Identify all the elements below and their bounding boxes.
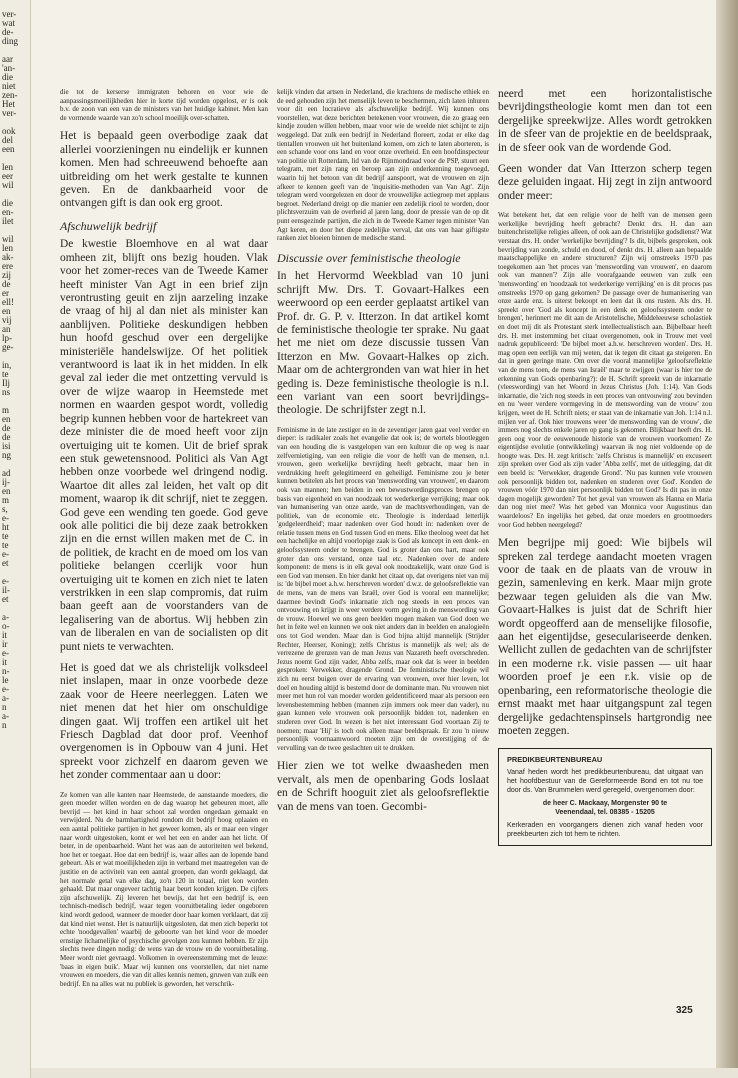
- quote-paragraph: Ze komen van alle kanten naar Heemstede, de aanstaande moeders, die geen moeder willen worden en de dag waarop het gebeuren moet, alle bevrijd — het kind in haar schoot zal worden ongedaan gemaakt en verwijderd. Nu de barmhartigheid rondom dit bedrijf hoog oplaaien en een aantal politieke partijen in het geweer komen, als er maar een vinger naar wordt uitgestoken, komt er wel het een en ander aan het licht. Of beter, in de openbaarheid. Want het was aan de autoriteiten wel bekend, hoe het er toegaat. Hoe dat een bedrijf is, waar alles aan de lopende band gebeurt. Als er wat moeilijkheden zijn in verband met maatregelen van de justitie en de activiteit van een aantal groepen, dan wordt geklaagd, dat het normale getal van elke dag, zo'n 120 in totaal, niet kon worden gehaald. Dat maar ongeveer tachtig haar beurt konden krijgen. De cijfers zijn afschuwelijk. Zij leveren het bewijs, dat het een bedrijf is, een technisch-medisch bedrijf, waar tegen vooruitbetaling ieder ongeboren kind wordt gedood, wanneer de moeder door haar komen verklaart, dat zij dat kind niet wenst. Het is natuurlijk uitgesloten, dat men zich beperkt tot echte 'noodgevallen' waarbij de geboorte van het kind voor de moeder ernstige lichamelijke of psychische gevolgen zou kunnen hebben. Er zijn slechts twee dingen nodig: de wens van de vrouw en de vooruitbetaling. Meer wordt niet gevraagd. Volkomen in overeenstemming met de leuze: 'baas in eigen buik'. Maar wij kunnen ons voorstellen, dat niet name vrouwen en moeders, die van dit alles kennis nemen, gruwen van zulk een bedrijf. En na alles wat nu publiek is geworden, het verschrik-: [60, 790, 268, 988]
- paragraph: In het Hervormd Weekblad van 10 juni schrijft Mw. Drs. T. Govaart-Halkes een weerwoord op een eerder geplaatst artikel van Prof. dr. G. P. v. Itterzon. In dat artikel komt de feministische theologie ter sprake. Nu gaat het me niet om deze discussie tussen Van Itterzon en Mw. Govaart-Halkes op zich. Maar om de achtergronden van wat hier in het geding is. Deze feministische theologie is n.l. een variant van een soort bevrijdings-theologie. De schrijfster zegt n.l.: [277, 270, 489, 417]
- edge-text-fragment: zij: [2, 270, 11, 280]
- edge-text-fragment: et: [2, 594, 9, 604]
- edge-text-fragment: en: [2, 414, 11, 424]
- edge-text-fragment: er: [2, 288, 9, 298]
- edge-text-fragment: die: [2, 72, 13, 82]
- announcement-box: [498, 748, 712, 846]
- quote-paragraph: Feminisme in de late zestiger en in de zeventiger jaren gaat veel verder en dieper: is radikaler zoals het evangelie dat ook is; de wortels blootleggen van een houding die is vastgelopen van een kultuur die op weg is naar zelfvernietiging, van een religie die voor de helft van de mensen, n.l. vrouwen, geen werkelijke bevrijding heeft gebracht, maar hen in verdrukking heeft gelegitimeerd en geheiligd. Feminisme zou je beter kunnen betitelen als het proces van 'menswording van vrouwen', en daarom ook van mannen; hen beiden in een bewustwordingsproces brengen op basis van eigenheid en van noodzaak tot wederkerige verrijking; maar ook van humanisering van onze aarde, van de machtsverhoudingen, van de politiek, van de economie etc. Theologie is inderdaad letterlijk 'godgeleerdheid'; maar nadenken over God houdt in: nadenken over de relatie tussen mens en God tussen God en mens. Elke theoloog weet dat het een hachelijke en altijd voorlopige zaak is God als koncept in een denk- en geloofssysteem onder te brengen. God is groter dan ons hart, maar ook groter dan ons verstand, onze taal etc. Nadenken over de andere komponent: de mens is in elk geval ook noodzakelijk, want onze God is een God van mensen. En hier dankt het citaat op, dat overigens niet van mij is: 'de bijbel moet a.h.w. herschreven worden' d.w.z. de geloofsreflektie van de mens, van de mens van Israël, over God is vooral een mannelijke; daarmee bevindt God's inkarnatie zich nog steeds in een proces van ontvouwing en krijgt in weer verdere vorm geving in de menswording van de vrouw. Hoewel we ons geen beelden mogen maken van God doen we het in feite wel en kunnen we ook niet anders dan in beelden en analogieën ons tot God wenden. Maar dan is God bijna altijd mannelijk (Strijder Rechter, Heerser, Koning); zelfs Christus is mannelijk als wel; als de verrezene de grenzen van de man Jezus van Nazareth heeft overschreden. Jezus noemt God zijn vader, Abba zelfs, maar ook dat is weer in beelden gesproken: Verwekker, dragende Grond. De feministische theologie wil zich nu eerst buigen over de ervaring van vrouwen, over hier leven, lot doel en houding altijd is bestemd door de dominante man. Nu vrouwen niet meer met hun rol van moeder worden geïdentificeerd maar als persoon een levensbestemming hebben (mannen zijn immers ook meer dan vader), nu gaan kunnen vele vrouwen ook persoonlijk bidden tot, nadenken en studeren over God. In wezen is het niet interessant God voortaan Zij te noemen; maar 'Hij' is toch ook alleen maar beeldspraak. Er zou 'n nieuw persoonlijk voornaamwoord moeten zijn om de overstijging of de vervulling van de twee geslachten uit te drukken.: [277, 425, 489, 752]
- edge-text-fragment: le: [2, 675, 9, 685]
- paragraph: die tot de kerserse immigraten behoren en voor wie de aanpassingsmoeilijkheden hier in korte tijd worden opgelost, er is ook b.v. de zoon van een van de ministers van het huidige kabinet. Men kan de vormende waarde van zo'n school moeilijk over-schatten.: [60, 88, 268, 122]
- edge-text-fragment: m: [2, 405, 10, 415]
- edge-text-fragment: wil: [2, 180, 14, 190]
- edge-text-fragment: te: [2, 540, 9, 550]
- edge-text-fragment: a-: [2, 612, 9, 622]
- edge-text-fragment: ns: [2, 387, 11, 397]
- edge-text-fragment: niet: [2, 81, 16, 91]
- edge-text-fragment: wil: [2, 234, 14, 244]
- edge-text-fragment: o-: [2, 621, 10, 631]
- edge-text-fragment: len: [2, 243, 13, 253]
- edge-text-fragment: aar: [2, 54, 13, 64]
- edge-text-fragment: de: [2, 423, 11, 433]
- edge-text-fragment: eer: [2, 171, 13, 181]
- edge-text-fragment: e-: [2, 576, 9, 586]
- edge-text-fragment: ell!: [2, 297, 14, 307]
- edge-text-fragment: ir: [2, 639, 8, 649]
- edge-text-fragment: ak-: [2, 252, 14, 262]
- paragraph: Geen wonder dat Van Itterzon scherp tegen deze geluiden ingaat. Hij zegt in zijn antwoord onder meer:: [498, 163, 712, 202]
- previous-page-edge: [0, 0, 31, 1078]
- edge-text-fragment: de-: [2, 27, 14, 37]
- edge-text-fragment: ht: [2, 522, 10, 532]
- edge-text-fragment: e-: [2, 513, 9, 523]
- paragraph: Men begrijpe mij goed: Wie bijbels wil spreken zal terdege aandacht moeten vragen voor de taak en de plaats van de vrouw in gezin, samenleving en kerk. Maar mijn grote bezwaar tegen geluiden als die van Mw. Govaart-Halkes is juist dat de Schrift hier wordt opgeofferd aan de menselijke filosofie, aan het eigentijdse, geseculariseerde denken. Wellicht zullen de gedachten van de schrijfster in een moderne r.k. visie passen — uit haar woorden proef je een r.k. visie op de openbaring, een reformatorische theologie die ernst maakt met haar uitgangspunt zal tegen dergelijke gedachtenspinsels hartgrondig nee moeten zeggen.: [498, 537, 712, 737]
- edge-text-fragment: len: [2, 162, 13, 172]
- paragraph: Het is goed dat we als christelijk volksdeel niet inslapen, maar in onze voorbede deze zaak voor de Heere neerleggen. Laten we niet menen dat het hier om onschuldige dingen gaat. Wij troffen een artikel uit het Friesch Dagblad dat door prof. Veenhof overgenomen is in Opbouw van 4 juni. Het spreekt voor zichzelf en daarom geven we het zonder commentaar aan u door:: [60, 662, 268, 782]
- edge-text-fragment: n-: [2, 666, 10, 676]
- edge-text-fragment: s,: [2, 504, 8, 514]
- section-heading: Afschuwelijk bedrijf: [60, 218, 157, 233]
- announcement-address: [507, 799, 703, 817]
- edge-text-fragment: e-: [2, 648, 9, 658]
- column-3: [498, 88, 712, 846]
- address-line: Veenendaal, tel. 08385 - 15205: [555, 809, 655, 817]
- edge-text-fragment: ad: [2, 468, 11, 478]
- edge-text-fragment: de: [2, 432, 11, 442]
- edge-text-fragment: del: [2, 135, 13, 145]
- quote-paragraph: Wat betekent het, dat een religie voor de helft van de mensen geen werkelijke bevrijding heeft gebracht? Denkt drs. H. dan aan buitenchristelijke religies alleen, of ook aan de Christelijke godsdienst? Wat verstaat drs. H. onder 'werkelijke bevrijding'? Is dit, bijbels gesproken, ook bevrijding van zonde, schuld en dood, of denkt drs. H. alleen aan bepaalde maatschappelijke en andere structuren? Zijn wij omstreeks 1970 pas toegekomen aan 'het proces van 'menswording van vrouwen', en daarom ook van mannen'? Zijn alle voorafgaande eeuwen van zulk een 'menswording' en 'noodzaak tot wederkerige verrijking' en is dit proces pas omstreeks 1970 op gang gekomen? De passage over de humanisering van onze aarde enz. is uiterst bekoopt en leen dat ik ons rusten. Als drs. H. spreekt over 'God als koncept in een denk en geloofssysteem onder te brengen', herinnert me dit aan de Aristotelische, Middeleeuwse scholastiek en doet mij dit als Protestant sterk intellectualistisch aan. Bijbelbaar heeft drs. H. met instemming het citaat overgenomen, ook in Trouw met veel nadruk gepubliceerd: 'De bijbel moet a.h.w. herschreven worden'. Drs. H. mag open een eerlijk van mij weten, dat ik tegen dit citaat ga steigeren. En dat in geen geringe mate. Om over die vooral mannelijke 'geloofsreflektie van de mens toen, de mens van Israël' maar te zwijgen (waar is hier toe de erkenning van Gods openbaring?): de H. Schrift spreekt van de inkarnatie (vleeswording) van het Woord in Jezus Christus (Joh. 1:14). Van Gods inkarnatie, die 'zich nog steeds in een proces van ontvouwing' zou bevinden en nu 'weer verdere vormgeving in de menswording van de vrouw' zou krijgen, weet de H. Schrift niets; er staat van de inkarnatie van Joh. 1:14 n.l. mijlen ver af. Ook hier trouwens weer 'de menswording van de vrouw', die immers nog slechts enkele jaren op gang is gekomen. Blijkbaar heeft drs. H. geen oog voor de eeuwenoude historie van de vrouwen voorkomen! Ze eigentijdse evolutie (ontwikkeling) waarvan ik nog niet voldoende op de hoogte was. Drs. H. zegt kritisch: 'zelfs Christus is mannelijk' en excuseert zijn spreken over God als zijn vader 'Abba zelfs', met de uitlegging, dat dit een beeld is: 'Verwekker, dragende Grond'. 'Nu pas kunnen vele vrouwen ook persoonlijk bidden tot, nadenken en studeren over God'. Konden de vrouwen vóór 1970 dan niet persoonlijk bidden tot God? Is dit pas in onze dagen mogelijk geworden? Tot het geval van vrouwen als Hanna en Maria dan nog niet mee? Was het gebed van Monnica voor Augustinus dan waardeloos? En ingelijks het gebed, dat onze moeders en grootmoeders voor God hebben neergelegd?: [498, 211, 712, 529]
- edge-text-fragment: Ilj: [2, 378, 10, 388]
- edge-text-fragment: ver-: [2, 9, 17, 19]
- edge-text-fragment: te: [2, 531, 9, 541]
- column-2: [277, 88, 489, 822]
- edge-text-fragment: te: [2, 369, 9, 379]
- edge-text-fragment: isi: [2, 441, 11, 451]
- edge-text-fragment: die: [2, 198, 13, 208]
- edge-text-fragment: e-: [2, 549, 9, 559]
- book-binding: [716, 0, 738, 1068]
- paragraph: Het is bepaald geen overbodige zaak dat allerlei voorzieningen nu eindelijk er kunnen komen. Men had schreeuwend behoefte aan uitbreiding om het werk gestalte te kunnen geven. En de dankbaarheid voor de ontvangen gift is dan ook erg groot.: [60, 130, 268, 210]
- edge-text-fragment: ilet: [2, 216, 14, 226]
- quote-paragraph: kelijk vinden dat artsen in Nederland, die krachtens de medische ethiek en de eed gehouden zijn het menselijk leven te beschermen, zich laten inhuren voor dit een lucratieve als afschuwelijke bedrijf. Wij kunnen ons voorstellen, wat deze berichten betekenen voor vrouwen, die zo graag een kindje zouden willen hebben, maar voor wie de weelde niet schijnt te zijn weggelegd. Dat zulk een bedrijf in Nederland floreert, zodat er elke dag tientallen vrouwen uit het buitenland komen, om zich te laten aborteren, is een schande voor ons land en voor onze overheid. En een hoofdinspecteur van politie uit Rotterdam, lid van de Rijnmondraad voor de PSP, stuurt een telegram, met zijn rang en beroep aan zijn onderkenning toegevoegd, waarin hij het betoon van dit bedrijf aanspoort, wat de vrouwen en zijn afkeer te kennen geeft van de 'inquisitie-methoden van Van Agt'. Zijn telegram werd voorgelezen en door de vrouwelijke actiegroep met applaus begroet. Nederland dreigt op die manier een zedelijk riool te worden, door plichtsverzuim van de overheid al jaren lang, door de pressie van de op dit punt eensgezinde partijen, die zich in de Tweede Kamer tegen minister Van Agt keren, en door het diepe zedelijke verval, dat ons van haar giftigste ranken ziet bloeien binnen de medische stand.: [277, 88, 489, 243]
- edge-text-fragment: il-: [2, 585, 10, 595]
- announcement-text: Vanaf heden wordt het predikbeurtenbureau, dat uitgaat van het hoofdbestuur van de Gereformeerde Bond en tot nu toe door ds. Van Brummelen werd geregeld, overgenomen door:: [507, 769, 703, 795]
- edge-text-fragment: ng: [2, 450, 11, 460]
- edge-text-fragment: a-: [2, 711, 9, 721]
- edge-text-fragment: ook: [2, 126, 16, 136]
- edge-text-fragment: wat: [2, 18, 15, 28]
- edge-text-fragment: en: [2, 306, 11, 316]
- page-number: 325: [676, 1005, 693, 1016]
- edge-text-fragment: ere: [2, 261, 13, 271]
- paragraph: neerd met een horizontalistische bevrijdingstheologie komt men dan tot een dergelijke spreekwijze. Alles wordt getrokken in de sfeer van de projektie en de beeldspraak, in de sfeer ook van de wordende God.: [498, 88, 712, 154]
- edge-text-fragment: zen-: [2, 90, 18, 100]
- edge-text-fragment: 'an-: [2, 63, 16, 73]
- announcement-text: Kerkeraden en voorgangers dienen zich vanaf heden voor preekbeurten zich tot hem te richten.: [507, 822, 703, 839]
- edge-text-fragment: it: [2, 657, 8, 667]
- edge-text-fragment: it: [2, 630, 8, 640]
- edge-text-fragment: ge-: [2, 342, 14, 352]
- edge-text-fragment: ding: [2, 36, 19, 46]
- edge-text-fragment: a-: [2, 693, 9, 703]
- edge-text-fragment: in,: [2, 360, 12, 370]
- section-heading: Discussie over feministische theologie: [277, 250, 461, 265]
- announcement-title: PREDIKBEURTENBUREAU: [507, 755, 603, 765]
- edge-text-fragment: Het: [2, 99, 15, 109]
- edge-text-fragment: m: [2, 495, 10, 505]
- edge-text-fragment: e-: [2, 684, 9, 694]
- edge-text-fragment: en-: [2, 207, 14, 217]
- edge-text-fragment: en: [2, 486, 11, 496]
- address-line: de heer C. Mackaay, Morgenster 90 te: [542, 800, 668, 808]
- paragraph: De kwestie Bloemhove en al wat daar omheen zit, blijft ons bezig houden. Vlak voor het zomer-reces van de Tweede Kamer heeft minister Van Agt in een brief zijn verontrusting geuit en zijn aarzeling inzake de vraag of hij al dan niet als minister kan aanblijven. Politieke deskundigen hebben hun hoofd geschud over een dergelijke ministeriële handelswijze. Of het politiek verantwoord is laat ik in het midden. In elk geval zal ieder die met ontzetting vervuld is over de wijze waarop in Heemstede met normen en waarden gespot wordt, volledig begrip kunnen hebben voor de hartekreet van deze minister die de moed heeft voor zijn overtuiging uit te komen. Uit de brief sprak een stuk gewetensnood. Politici als Van Agt hebben onze voorbede wel dringend nodig. Waartoe dit alles zal leiden, het valt op dit moment, waarop ik dit schrijf, niet te zeggen. God geve een wending ten goede. God geve ook alle politici die bij deze zaak betrokken zijn en die ernst willen maken met de C. in de politiek, de kracht en de moed om los van politieke belangen ccerlijk voor hun overtuiging uit te komen en zich niet te laten verstrikken in een slap compromis, dat ruim baan geeft aan de voorstanders van de legalisering van de abortus. Wij hebben zin van de liberalen en van de socialisten op dit punt niets te verwachten.: [60, 238, 268, 653]
- edge-text-fragment: ij-: [2, 477, 10, 487]
- edge-text-fragment: vij: [2, 315, 12, 325]
- edge-text-fragment: an: [2, 324, 11, 334]
- edge-text-fragment: lp-: [2, 333, 12, 343]
- edge-text-fragment: n: [2, 702, 7, 712]
- edge-text-fragment: n: [2, 720, 7, 730]
- edge-text-fragment: de: [2, 279, 11, 289]
- edge-text-fragment: ver-: [2, 108, 17, 118]
- column-1: [60, 88, 268, 996]
- edge-text-fragment: et: [2, 558, 9, 568]
- paragraph: Hier zien we tot welke dwaasheden men vervalt, als men de openbaring Gods loslaat en de Schrift hooguit ziet als geloofsreflektie van de mens van toen. Gecombi-: [277, 760, 489, 813]
- edge-text-fragment: een: [2, 144, 15, 154]
